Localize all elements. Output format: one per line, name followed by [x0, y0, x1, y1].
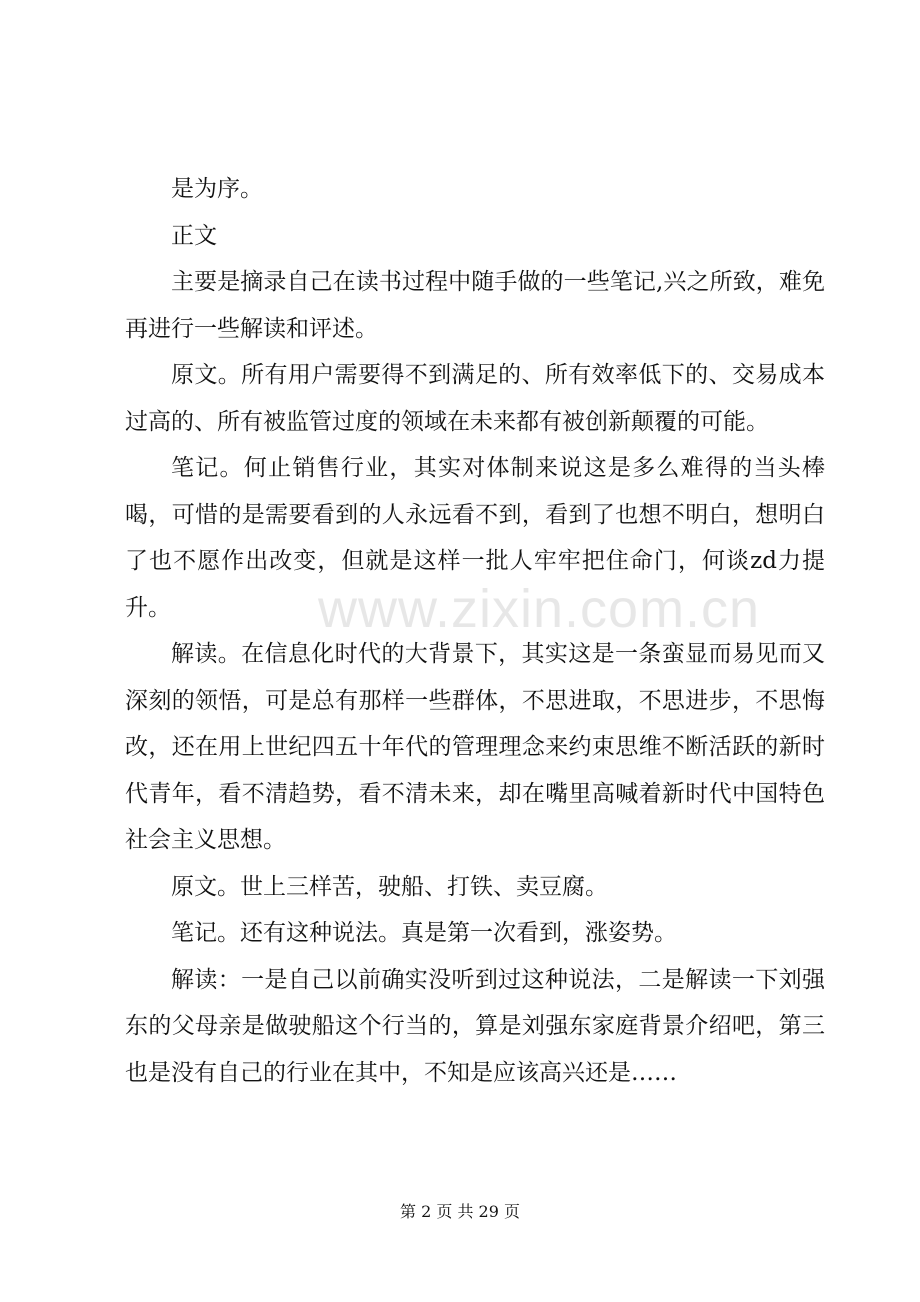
document-body: [125, 166, 825, 1096]
paragraph-preface-end: 是为序。: [171, 176, 263, 202]
page-number-footer: 第 2 页 共 29 页: [400, 1202, 520, 1221]
paragraph-quote-1: 原文。所有用户需要得不到满足的、所有效率低下的、交易成本过高的、所有被监管过度的领域在未来都有被创新颠覆的可能。: [125, 362, 825, 435]
paragraph-interpretation-2: 解读：一是自己以前确实没听到过这种说法，二是解读一下刘强东的父母亲是做驶船这个行当的，算是刘强东家庭背景介绍吧，第三也是没有自己的行业在其中，不知是应该高兴还是……: [125, 966, 825, 1086]
paragraph-intro: 主要是摘录自己在读书过程中随手做的一些笔记,兴之所致，难免再进行一些解读和评述。: [125, 269, 825, 342]
paragraph-note-1: 笔记。何止销售行业，其实对体制来说这是多么难得的当头棒喝，可惜的是需要看到的人永远看不到，看到了也想不明白，想明白了也不愿作出改变，但就是这样一批人牢牢把住命门，何谈zd力提升。: [125, 455, 825, 621]
watermark: www.zixin.com.cn: [318, 579, 761, 639]
paragraph-note-2: 笔记。还有这种说法。真是第一次看到，涨姿势。: [171, 920, 677, 946]
paragraph-interpretation-1: 解读。在信息化时代的大背景下，其实这是一条蛮显而易见而又深刻的领悟，可是总有那样一些群体，不思进取，不思进步，不思悔改，还在用上世纪四五十年代的管理理念来约束思维不断活跃的新时代青年，看不清趋势，看不清未来，却在嘴里高喊着新时代中国特色社会主义思想。: [125, 641, 825, 853]
paragraph-quote-2: 原文。世上三样苦，驶船、打铁、卖豆腐。: [171, 873, 608, 900]
paragraph-section-heading: 正文: [171, 222, 217, 249]
